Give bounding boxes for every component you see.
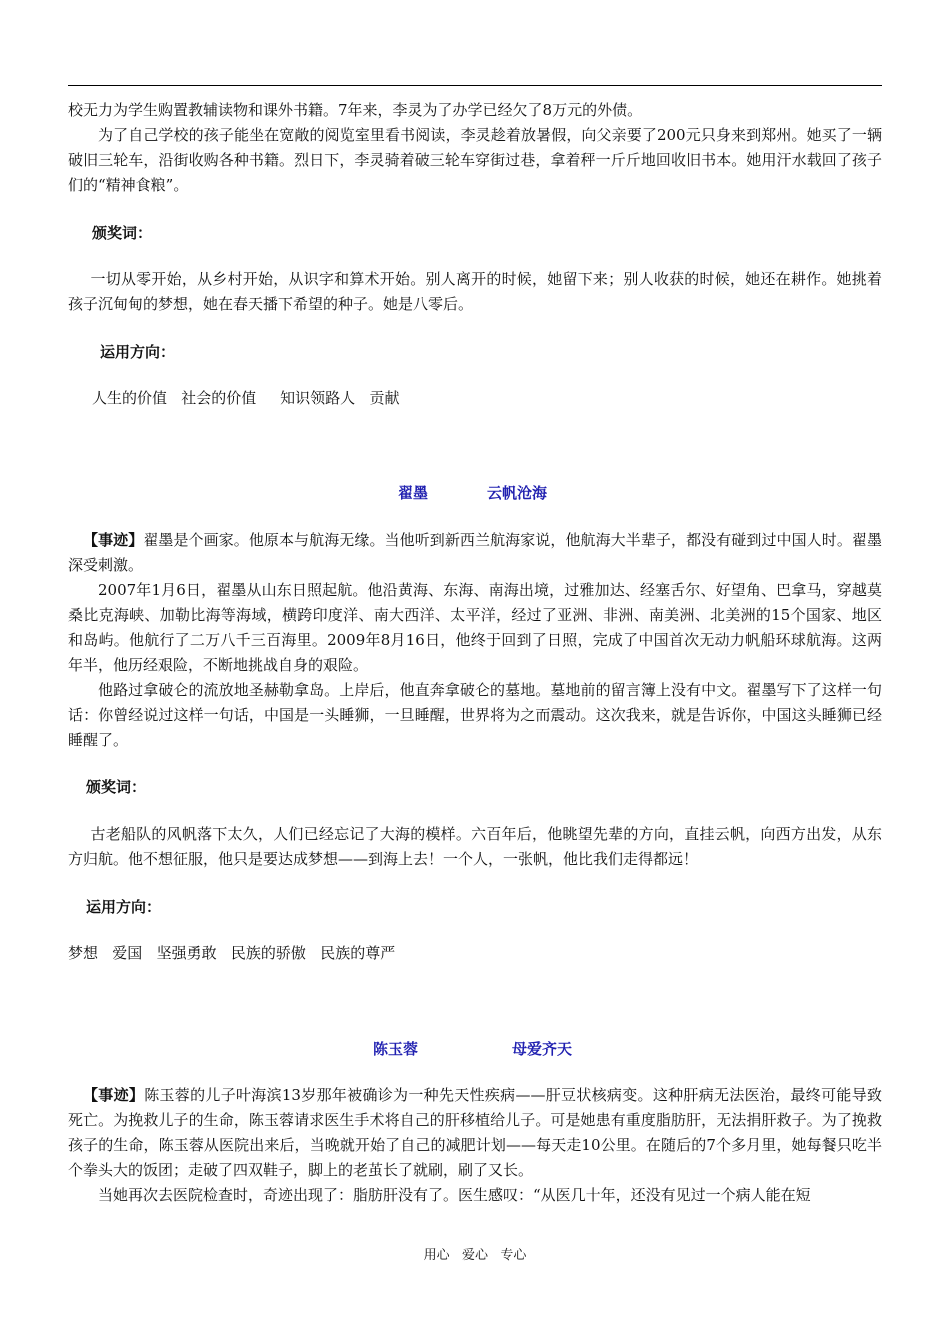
section2-usage-label: 运用方向： [86,898,162,916]
section1-award-label: 颁奖词： [92,224,153,242]
section2-deeds [68,528,882,578]
section1-usage-label: 运用方向： [100,343,176,361]
section1-usage-text: 人生的价值 社会的价值 知识领路人 贡献 [92,389,400,407]
section2-person-name: 翟墨 [398,484,429,502]
section1-paragraph-1: 校无力为学生购置教辅读物和课外书籍。7年来，李灵为了办学已经欠了8万元的外债。 [68,101,643,119]
section2-deeds-text: 翟墨是个画家。他原本与航海无缘。当他听到新西兰航海家说，他航海大半辈子，都没有碰到过中国人时。翟墨深受刺激。 [68,531,882,574]
section3-deeds-text: 陈玉蓉的儿子叶海滨13岁那年被确诊为一种先天性疾病——肝豆状核病变。这种肝病无法医治，最终可能导致死亡。为挽救儿子的生命，陈玉蓉请求医生手术将自己的肝移植给儿子。可是她患有重度脂肪肝，无法捐肝救子。为了挽救孩子的生命，陈玉蓉从医院出来后，当晚就开始了自己的减肥计划——每天走10公里。在随后的7个多月里，她每餐只吃半个拳头大的饭团；走破了四双鞋子，脚上的老茧长了就刷，刷了又长。 [68,1086,882,1179]
section2-paragraph-1: 2007年1月6日，翟墨从山东日照起航。他沿黄海、东海、南海出境，过雅加达、经塞舌尔、好望角、巴拿马，穿越莫桑比克海峡、加勒比海等海域，横跨印度洋、南大西洋、太平洋，经过了亚洲、非洲、南美洲、北美洲的15个国家、地区和岛屿。他航行了二万八千三百海里。2009年8月16日，他终于回到了日照，完成了中国首次无动力帆船环球航海。这两年半，他历经艰险，不断地挑战自身的艰险。 [68,581,882,674]
section1-award-text: 一切从零开始，从乡村开始，从识字和算术开始。别人离开的时候，她留下来；别人收获的时候，她还在耕作。她挑着孩子沉甸甸的梦想，她在春天播下希望的种子。她是八零后。 [68,270,882,313]
section3-deeds [68,1083,882,1183]
section3-person-name: 陈玉蓉 [373,1040,419,1058]
section2-motto: 云帆沧海 [487,484,548,502]
section2-award-text: 古老船队的风帆落下太久，人们已经忘记了大海的模样。六百年后，他眺望先辈的方向，直挂云帆，向西方出发，从东方归航。他不想征服，他只是要达成梦想——到海上去！一个人，一张帆，他比我们走得都远！ [68,825,882,868]
section3-deeds-tag: 【事迹】 [83,1086,145,1104]
section3-motto: 母爱齐天 [512,1040,573,1058]
section3-paragraph-1: 当她再次去医院检查时，奇迹出现了：脂肪肝没有了。医生感叹：“从医几十年，还没有见过一个病人能在短 [98,1186,811,1204]
section1-paragraph-2: 为了自己学校的孩子能坐在宽敞的阅览室里看书阅读，李灵趁着放暑假，向父亲要了200元只身来到郑州。她买了一辆破旧三轮车，沿街收购各种书籍。烈日下，李灵骑着破三轮车穿街过巷，拿着秤一斤斤地回收旧书本。她用汗水载回了孩子们的“精神食粮”。 [68,126,882,194]
header-rule [68,85,882,86]
section2-usage-text: 梦想 爱国 坚强勇敢 民族的骄傲 民族的尊严 [68,944,396,962]
page-footer: 用心 爱心 专心 [423,1248,527,1263]
section2-deeds-tag: 【事迹】 [83,531,144,549]
section2-paragraph-2: 他路过拿破仑的流放地圣赫勒拿岛。上岸后，他直奔拿破仑的墓地。墓地前的留言簿上没有中文。翟墨写下了这样一句话：你曾经说过这样一句话，中国是一头睡狮，一旦睡醒，世界将为之而震动。这次我来，就是告诉你，中国这头睡狮已经睡醒了。 [68,681,882,749]
section2-award-label: 颁奖词： [86,778,147,796]
